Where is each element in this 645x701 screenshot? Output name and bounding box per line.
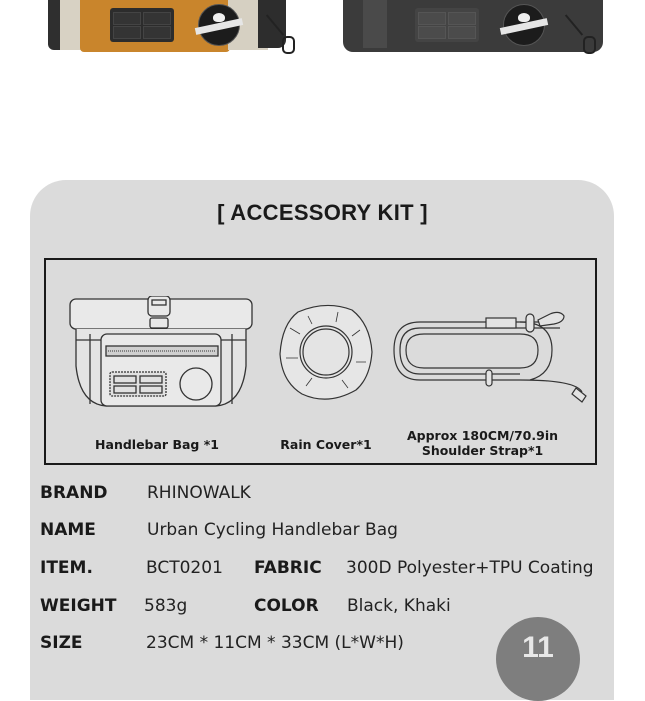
accessory-kit-title: [ ACCESSORY KIT ] [217,200,428,225]
khaki-bag-photo [48,0,295,56]
rhinowalk-patch-icon [198,4,240,46]
spec-value-brand: RHINOWALK [147,483,251,503]
spec-key-item: ITEM. [40,558,93,578]
spec-value-name: Urban Cycling Handlebar Bag [147,520,398,540]
page-number-text: 11 [522,631,554,664]
spec-key-size: SIZE [40,633,83,653]
zipper-pull-icon [282,36,295,54]
shoulder-strap-icon [390,310,590,406]
bag-strap-band [363,0,387,48]
kit-label-strap-length: Approx 180CM/70.9in [406,428,559,443]
spec-key-color: COLOR [254,596,319,616]
spec-key-name: NAME [40,520,96,540]
spec-key-fabric: FABRIC [254,558,322,578]
spec-value-weight: 583g [144,596,188,616]
kit-label-strap-name: Shoulder Strap*1 [421,443,544,458]
handlebar-bag-icon [66,296,256,414]
rhinowalk-patch-icon [503,4,545,46]
spec-value-fabric: 300D Polyester+TPU Coating [346,558,594,578]
bag-strap-band [60,0,82,50]
spec-value-item: BCT0201 [146,558,223,578]
spec-value-size: 23CM * 11CM * 33CM (L*W*H) [146,633,404,653]
kit-label-shoulder-strap [400,428,565,458]
velcro-panel-icon [110,8,174,42]
rain-cover-icon [278,302,374,402]
spec-key-weight: WEIGHT [40,596,117,616]
kit-label-rain-cover: Rain Cover*1 [280,437,372,452]
spec-key-brand: BRAND [40,483,108,503]
spec-value-color: Black, Khaki [347,596,451,616]
zipper-pull-icon [583,36,596,54]
black-bag-photo [343,0,603,56]
page-number-badge [496,617,580,701]
velcro-panel-icon [415,8,479,42]
kit-label-handlebar-bag: Handlebar Bag *1 [95,437,219,452]
